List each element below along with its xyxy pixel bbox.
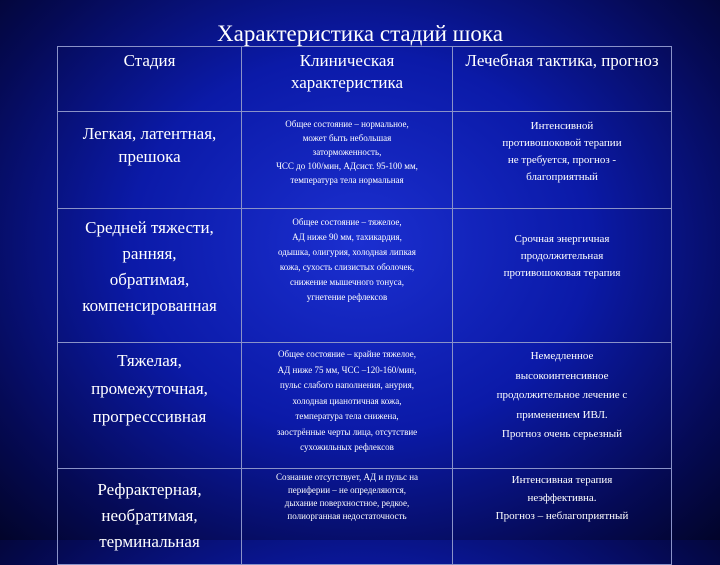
header-tactics: Лечебная тактика, прогноз <box>453 47 672 112</box>
table-row <box>58 209 672 343</box>
clinical-line: температура тела нормальная <box>290 175 404 185</box>
tactics-cell <box>453 343 672 469</box>
stage-line: ранняя, <box>122 244 177 263</box>
clinical-line: дыхание поверхностное, редкое, <box>284 498 410 508</box>
clinical-line: заторможенность, <box>312 147 382 157</box>
stage-line: Средней тяжести, <box>85 218 214 237</box>
tactics-cell <box>453 112 672 209</box>
clinical-line: пульс слабого наполнения, анурия, <box>279 380 415 390</box>
clinical-line: угнетение рефлексов <box>306 292 388 302</box>
stage-line: Легкая, латентная, <box>82 124 217 143</box>
tactics-line: Немедленное <box>530 350 594 362</box>
stage-line: прешока <box>118 147 181 166</box>
table-header-row <box>58 47 672 112</box>
tactics-line: неэффективна. <box>527 492 597 504</box>
slide-title: Характеристика стадий шока <box>217 21 503 46</box>
stage-line: промежуточная, <box>91 379 208 398</box>
clinical-line: Общее состояние – тяжелое, <box>292 217 402 227</box>
clinical-line: Общее состояние – нормальное, <box>285 119 409 129</box>
tactics-line: Прогноз – неблагоприятный <box>495 510 629 522</box>
stage-cell <box>58 112 242 209</box>
stage-line: компенсированная <box>82 296 217 315</box>
clinical-cell <box>242 469 453 565</box>
table-row <box>58 343 672 469</box>
tactics-line: Интенсивная терапия <box>511 474 613 486</box>
header-clinical: Клиническая характеристика <box>242 47 453 112</box>
stage-line: прогресссивная <box>92 407 207 426</box>
clinical-line: одышка, олигурия, холодная липкая <box>278 247 416 257</box>
stage-cell <box>58 209 242 343</box>
tactics-line: Срочная энергичная <box>514 233 610 245</box>
stage-line: терминальная <box>99 532 200 551</box>
tactics-line: благоприятный <box>526 171 598 183</box>
clinical-line: ЧСС до 100/мин, АДсист. 95-100 мм, <box>276 161 418 171</box>
clinical-cell <box>242 112 453 209</box>
tactics-line: продолжительная <box>520 250 604 262</box>
tactics-line: продолжительное лечение с <box>496 389 628 401</box>
stage-line: обратимая, <box>109 270 190 289</box>
tactics-line: противошоковая терапия <box>503 267 621 279</box>
tactics-line: не требуется, прогноз - <box>507 154 617 166</box>
clinical-line: АД ниже 75 мм, ЧСС –120-160/мин, <box>277 364 417 375</box>
tactics-line: высокоинтенсивное <box>515 369 609 382</box>
stage-line: Рефрактерная, <box>97 480 202 499</box>
stage-cell <box>58 469 242 565</box>
clinical-line: температура тела снижена, <box>295 411 399 421</box>
tactics-line: Прогноз очень серьезный <box>501 428 623 440</box>
tactics-line: применением ИВЛ. <box>516 408 608 421</box>
clinical-line: холодная цианотичная кожа, <box>292 395 402 406</box>
shock-stages-table <box>57 46 672 565</box>
stage-line: Тяжелая, <box>117 351 182 370</box>
clinical-line: АД ниже 90 мм, тахикардия, <box>292 232 402 242</box>
clinical-cell <box>242 209 453 343</box>
tactics-cell <box>453 209 672 343</box>
table-row <box>58 469 672 565</box>
clinical-line: полиорганная недостаточность <box>287 511 407 521</box>
table-row <box>58 112 672 209</box>
stage-cell <box>58 343 242 469</box>
tactics-cell <box>453 469 672 565</box>
clinical-line: сухожильных рефлексов <box>300 442 394 452</box>
header-stage: Стадия <box>58 47 242 112</box>
clinical-line: Общее состояние – крайне тяжелое, <box>277 349 416 359</box>
clinical-line: периферии – не определяются, <box>287 485 407 495</box>
stage-line: необратимая, <box>101 506 198 525</box>
tactics-line: противошоковой терапии <box>502 137 622 149</box>
clinical-line: может быть небольшая <box>302 133 392 143</box>
clinical-line: Сознание отсутствует, АД и пульс на <box>275 472 419 482</box>
clinical-line: заострённые черты лица, отсутствие <box>276 426 418 437</box>
clinical-cell <box>242 343 453 469</box>
clinical-line: снижение мышечного тонуса, <box>289 277 405 287</box>
clinical-line: кожа, сухость слизистых оболочек, <box>279 262 415 272</box>
tactics-line: Интенсивной <box>530 120 594 132</box>
